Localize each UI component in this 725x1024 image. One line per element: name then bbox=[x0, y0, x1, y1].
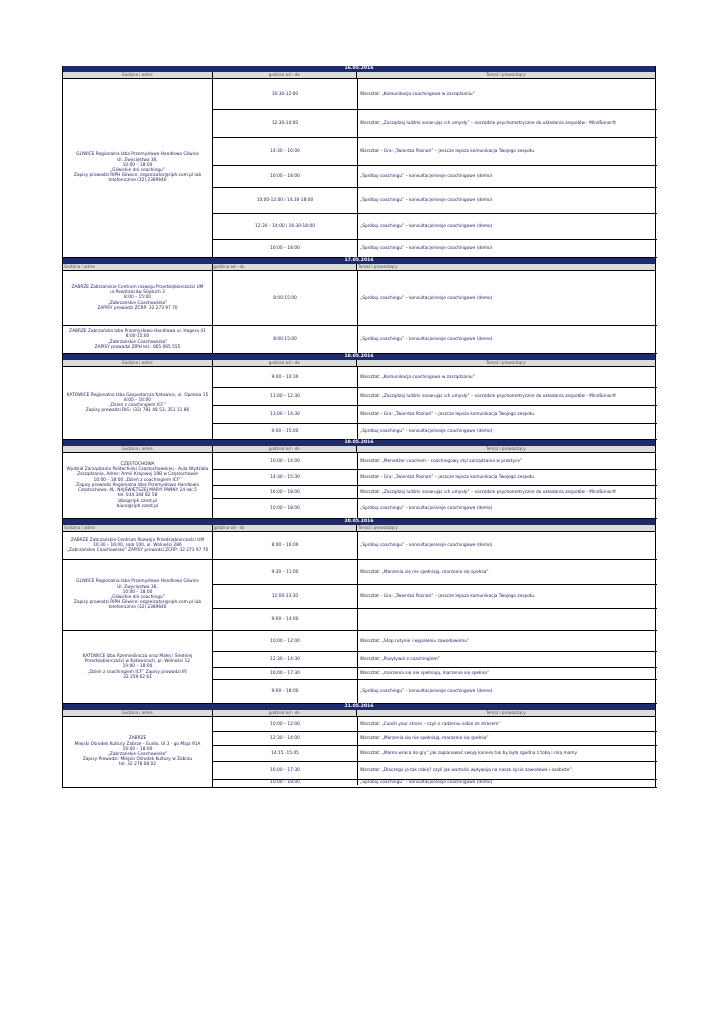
day-body bbox=[62, 271, 656, 354]
session-row bbox=[213, 405, 657, 423]
session-row bbox=[213, 584, 657, 608]
column-header: Godzina i adres bbox=[63, 710, 213, 716]
column-header: Temat i prowadzący bbox=[486, 446, 526, 451]
location-text: KATOWICE Regionalna Izba Gospodarcza Katowice, ul. Opolska 15 8:00 – 16:00 „Dzień z coachingiem ICF” Zapisy prowadzi RIG: (32) 781 48 53, 351 11 86 bbox=[66, 392, 209, 414]
location-text: ZABRZE Zabrzańskie Centrum Rozwoju Przedsiębiorczości UM 10:30 – 16:00, sala 100, ul. Wolności 286 „Zabrzańskie Coachowisko” ZAPISY prowadzi ZCRP: 32 273 97 70 bbox=[66, 537, 209, 554]
session-time: 9:00 – 15:00 bbox=[213, 424, 358, 439]
session-topic: „Spróbuj coachingu” – konsultacje/sesje coachingowe (demo) bbox=[360, 246, 493, 251]
column-header: Temat i prowadzący bbox=[486, 360, 526, 365]
session-topic: Warsztat: „Komunikacja coachingowa w zarządzaniu” bbox=[360, 91, 475, 97]
session-row bbox=[213, 779, 657, 785]
session-time: 8:00-15:00 bbox=[213, 326, 358, 353]
column-header: Godzina i adres bbox=[63, 446, 213, 452]
location-block bbox=[63, 79, 657, 258]
location-cell bbox=[63, 326, 213, 353]
column-header: Godzina i adres bbox=[63, 264, 213, 270]
location-cell bbox=[63, 717, 213, 787]
session-row bbox=[213, 187, 657, 213]
day-date-header: 18.05.2016 bbox=[62, 354, 656, 360]
session-row bbox=[213, 367, 657, 387]
day-body bbox=[62, 717, 656, 788]
session-rows bbox=[213, 79, 657, 257]
session-row bbox=[213, 679, 657, 703]
location-cell bbox=[63, 367, 213, 439]
location-cell bbox=[63, 79, 213, 257]
session-row bbox=[213, 423, 657, 439]
session-topic: „Spróbuj coachingu” – konsultacje/sesje coachingowe (demo) bbox=[360, 506, 493, 511]
location-text: GLIWICE Regionalna Izba Przemysłowo Handlowa Gliwice Ul. Zwycięstwa 36, 10:00 – 18:00 „Gliwickie dni coachingu” Zapisy prowadzi RIPH Gliwice: organizator@riph.com.pl lub telefonicznie (32) 2389640 bbox=[73, 152, 202, 184]
session-time: 10:30-12:00 bbox=[213, 79, 358, 109]
session-time: 10:00 – 12:00 bbox=[213, 717, 358, 731]
location-block bbox=[63, 717, 657, 788]
session-row bbox=[213, 717, 657, 731]
session-row bbox=[213, 731, 657, 745]
session-row bbox=[213, 213, 657, 239]
session-time: 16:00 – 17:30 bbox=[213, 762, 358, 779]
session-row bbox=[213, 326, 657, 353]
column-header: godzina od - do bbox=[213, 360, 358, 366]
session-row bbox=[213, 469, 657, 485]
session-topic: Warsztat: „Marzenia się nie spełniają, marzenia się spełnia” bbox=[360, 569, 489, 575]
session-time: 11:00 – 12:30 bbox=[213, 388, 358, 405]
day-date-header: 17.05.2016 bbox=[62, 258, 656, 264]
session-topic: Warsztat – Gra: „Twierdza Poznań” – jeszcze lepsza komunikacja Twojego zespołu. bbox=[360, 475, 536, 480]
session-topic: Warsztat: „Zarządzaj ludźmi sonarując ich umysły” – narzędzie psychometryczne do układania zespołów - MindSonar® bbox=[360, 121, 617, 126]
session-time: 12:30 – 14:30 bbox=[213, 652, 358, 667]
session-row bbox=[213, 453, 657, 469]
session-row bbox=[213, 239, 657, 257]
session-time: 10:00 – 18:00 bbox=[213, 499, 358, 518]
session-row bbox=[213, 560, 657, 584]
session-topic: Warsztat: „Coach your stress – czyli o radzeniu sobie ze stresem” bbox=[360, 721, 501, 727]
session-row bbox=[213, 532, 657, 559]
session-topic bbox=[358, 609, 657, 630]
column-header-row bbox=[62, 446, 656, 453]
session-time: 10:00 – 18:00 bbox=[213, 240, 358, 257]
location-text: ZABRZE Zabrzańskie Centrum rozwoju Przedsiębiorczości UM ul.Powstańców Śląskich 3 8:00 – 15:00 „Zabrzańskie Coachowisko” ZAPISY prowadzi ZCRP: 32 273 97 70 bbox=[71, 284, 204, 311]
session-rows bbox=[213, 560, 657, 630]
session-row bbox=[213, 109, 657, 137]
session-topic: Warsztat: „Menedżer coachem – coachingowy styl zarządzania w praktyce” bbox=[360, 458, 523, 464]
session-time: 9:30 – 11:00 bbox=[213, 560, 358, 584]
column-header: Godzina i adres bbox=[63, 525, 213, 531]
location-blocks bbox=[63, 271, 657, 354]
session-rows bbox=[213, 326, 657, 353]
location-block bbox=[63, 532, 657, 560]
day-date-header: 16.05.2016 bbox=[62, 66, 656, 72]
session-topic: „Spróbuj coachingu” – konsultacje/sesje coachingowe (demo) bbox=[360, 198, 493, 203]
session-time: 14:30 – 16:00 bbox=[213, 138, 358, 165]
session-topic: Warsztat: „Stop rutynie i wypaleniu zawodowemu” bbox=[360, 638, 470, 644]
schedule-table bbox=[62, 66, 656, 788]
day-date-header: 19.05.2016 bbox=[62, 440, 656, 446]
column-header-row bbox=[62, 72, 656, 79]
location-blocks bbox=[63, 453, 657, 519]
session-row bbox=[213, 498, 657, 518]
session-time: 13:00 – 14:30 bbox=[213, 406, 358, 423]
session-row bbox=[213, 165, 657, 187]
session-row bbox=[213, 761, 657, 779]
location-block bbox=[63, 631, 657, 704]
session-topic: „Spróbuj coachingu” – konsultacje/sesje coachingowe (demo) bbox=[360, 780, 493, 785]
session-time: 9:00 – 10:30 bbox=[213, 367, 358, 387]
location-cell bbox=[63, 560, 213, 630]
column-header-row bbox=[62, 360, 656, 367]
location-block bbox=[63, 326, 657, 354]
location-cell bbox=[63, 271, 213, 325]
column-header: Godzina i adres bbox=[63, 72, 213, 78]
session-topic: Warsztat – Gra: „Twierdza Poznań” – jeszcze lepsza komunikacja Twojego zespołu. bbox=[360, 412, 536, 417]
session-topic: „Spróbuj coachingu” – konsultacje/sesje coachingowe (demo) bbox=[360, 295, 493, 301]
column-header: Temat i prowadzący bbox=[486, 710, 526, 715]
day-date-header: 21.05.2016 bbox=[62, 704, 656, 710]
session-time: 10:00 – 14:00 bbox=[213, 453, 358, 469]
location-text: CZĘSTOCHOWA Wydział Zarządzania Politechniki Częstochowskiej - Aula Wydziału Zarządzania, Adres: Armii Krajowej 19B w Częstochowie 10:00 – 18:00 „Dzień z coachingiem ICF” Zapisy prowadzi Regionalna Izba Przemysłowo Handlowa Częstochowa, AL. NAJŚWIĘTSZEJ MARYI PANNY 24 lok.5 tel. 034 344 82 58 izba@riph.czest.pl biuro@riph.czest.pl bbox=[66, 462, 209, 509]
session-time: 10:00 – 12:00 bbox=[213, 631, 358, 651]
day-section bbox=[62, 258, 656, 354]
column-header: godzina od - do bbox=[213, 72, 358, 78]
day-date-header: 20.05.2016 bbox=[62, 519, 656, 525]
session-topic: Warsztat: „Pozytywni z coachingiem” bbox=[360, 657, 440, 662]
location-blocks bbox=[63, 79, 657, 258]
session-time: 9:00 – 14:00 bbox=[213, 609, 358, 630]
session-row bbox=[213, 631, 657, 651]
session-topic: „Spróbuj coachingu” – konsultacje/sesje coachingowe (demo) bbox=[360, 174, 493, 179]
session-topic: Warsztat: „Mama wraca do gry” jak zaplanować swoją karierę tak by była zgodna z tobą i rolą mamy bbox=[360, 751, 578, 756]
session-row bbox=[213, 271, 657, 325]
day-section bbox=[62, 519, 656, 704]
location-blocks bbox=[63, 717, 657, 788]
column-header-row bbox=[62, 710, 656, 717]
session-row bbox=[213, 745, 657, 761]
session-time: 8:00-15:00 bbox=[213, 271, 358, 325]
location-block bbox=[63, 453, 657, 519]
day-body bbox=[62, 79, 656, 258]
location-text: ZABRZE Zabrzańska Izba Przemysłowo Handlowa ul. Hagera 41 8:00-15:00 „Zabrzańskie Coachowisko” ZAPISY prowadzi ZIPH tel.: 665 065 555 bbox=[69, 329, 206, 350]
session-time: 12:30 – 14:00 bbox=[213, 732, 358, 745]
column-header-row bbox=[62, 525, 656, 532]
day-body bbox=[62, 532, 656, 704]
day-section bbox=[62, 440, 656, 519]
location-cell bbox=[63, 453, 213, 518]
session-time: 14:15 -15:45 bbox=[213, 746, 358, 761]
session-row bbox=[213, 608, 657, 630]
day-section bbox=[62, 66, 656, 258]
session-topic: „Spróbuj coachingu” – konsultacje/sesje coachingowe (demo) bbox=[360, 543, 493, 548]
session-topic: „Spróbuj coachingu” – konsultacje/sesje coachingowe (demo) bbox=[360, 224, 493, 229]
session-rows bbox=[213, 367, 657, 439]
session-row bbox=[213, 485, 657, 498]
session-topic: Warsztat: „Zarządzaj ludźmi sonarując ich umysły” – narzędzie psychometryczne do układania zespołów - MindSonar® bbox=[360, 394, 617, 399]
session-time: 9:00 – 18:00 bbox=[213, 680, 358, 703]
column-header: Temat i prowadzący bbox=[358, 264, 398, 269]
session-topic: „Spróbuj coachingu” – konsultacje/sesje coachingowe (demo) bbox=[360, 689, 493, 694]
location-block bbox=[63, 271, 657, 326]
session-time: 16:00 – 17:30 bbox=[213, 668, 358, 679]
location-cell bbox=[63, 631, 213, 703]
session-time: 12:30-14:00 bbox=[213, 110, 358, 137]
location-text: ZABRZE Miejski Ośrodek Kultury Zabrze - Guido, Ul.3 - go Maja 91A 10:00 – 18:00 „Zabrzańskie Coachowisko” Zapisy Prowadzi: Miejski Ośrodek Kultury w Zabrzu tel. 32 278 08 02 bbox=[74, 736, 201, 768]
location-blocks bbox=[63, 532, 657, 704]
session-rows bbox=[213, 717, 657, 787]
column-header: Temat i prowadzący bbox=[358, 525, 398, 530]
location-blocks bbox=[63, 367, 657, 440]
day-body bbox=[62, 453, 656, 519]
location-block bbox=[63, 367, 657, 440]
column-header: Temat i prowadzący bbox=[486, 72, 526, 77]
session-row bbox=[213, 667, 657, 679]
session-time: 14:30 – 15:30 bbox=[213, 470, 358, 485]
column-header: godzina od - do bbox=[213, 525, 358, 531]
day-section bbox=[62, 704, 656, 788]
column-header: Godzina i adres bbox=[63, 360, 213, 366]
session-rows bbox=[213, 532, 657, 559]
session-time: 12:30 – 14:00 i 16:30-18:00 bbox=[213, 214, 358, 239]
session-row bbox=[213, 387, 657, 405]
session-topic: Warsztat – Gra: „Twierdza Poznań” – jeszcze lepsza komunikacja Twojego zespołu. bbox=[360, 149, 536, 154]
session-topic: Warsztat: „Marzenia się nie spełniają, marzenia się spełnia” bbox=[360, 736, 489, 741]
column-header-row bbox=[62, 264, 656, 271]
session-row bbox=[213, 137, 657, 165]
location-block bbox=[63, 560, 657, 631]
session-rows bbox=[213, 631, 657, 703]
day-body bbox=[62, 367, 656, 440]
column-header: godzina od - do bbox=[213, 446, 358, 452]
session-time: 12:00-13:30 bbox=[213, 585, 358, 608]
session-row bbox=[213, 79, 657, 109]
session-rows bbox=[213, 271, 657, 325]
session-topic: Warsztat: „Komunikacja coachingowa w zarządzaniu” bbox=[360, 374, 475, 380]
location-text: GLIWICE Regionalna Izba Przemysłowo Handlowa Gliwice Ul. Zwycięstwa 36, 10:00 – 18:00 „Gliwickie dni coachingu” Zapisy prowadzi RIPH Gliwice: organizator@riph.com.pl lub telefonicznie (32) 2389640 bbox=[73, 579, 202, 611]
session-time: 8:00 – 16:00 bbox=[213, 532, 358, 559]
location-cell bbox=[63, 532, 213, 559]
session-time: 16:00 – 18:00 bbox=[213, 486, 358, 498]
column-header: godzina od - do bbox=[213, 264, 358, 270]
session-time: 10:00 – 18:00 bbox=[213, 780, 358, 785]
day-section bbox=[62, 354, 656, 440]
session-topic: Warsztat: „Dlaczego ja tak robię? czyli jak wartości wpływają na nasze życie zawodowe i osobiste”. bbox=[360, 768, 574, 773]
session-topic: Warsztat: „marzenia się nie spełniają, marzenia się spełnia” bbox=[360, 671, 490, 676]
session-topic: Warsztat: „Zarządzaj ludźmi sonarując ich umysły” – narzędzie psychometryczne do układania zespołów - MindSonar® bbox=[360, 489, 617, 495]
session-topic: „Spróbuj coachingu” – konsultacje/sesje coachingowe (demo) bbox=[360, 337, 493, 342]
session-topic: Warsztat – Gra: „Twierdza Poznań” – jeszcze lepsza komunikacja Twojego zespołu. bbox=[360, 594, 536, 599]
session-rows bbox=[213, 453, 657, 518]
session-row bbox=[213, 651, 657, 667]
session-time: 10:00-12:00 i 14:30-18:00 bbox=[213, 188, 358, 213]
session-topic: „Spróbuj coachingu” – konsultacje/sesje coachingowe (demo) bbox=[360, 429, 493, 434]
location-text: KATOWICE Izba Rzemieślnicza oraz Małej i Średniej Przedsiębiorczości w Katowicach, pl. Wolności 12 10:00 – 18:00 „Dzień z coachingiem ICF” Zapisy prowadzi IR: 32 259 62 61 bbox=[82, 653, 193, 680]
column-header: godzina od - do bbox=[213, 710, 358, 716]
session-time: 10:00 – 18:00 bbox=[213, 166, 358, 187]
